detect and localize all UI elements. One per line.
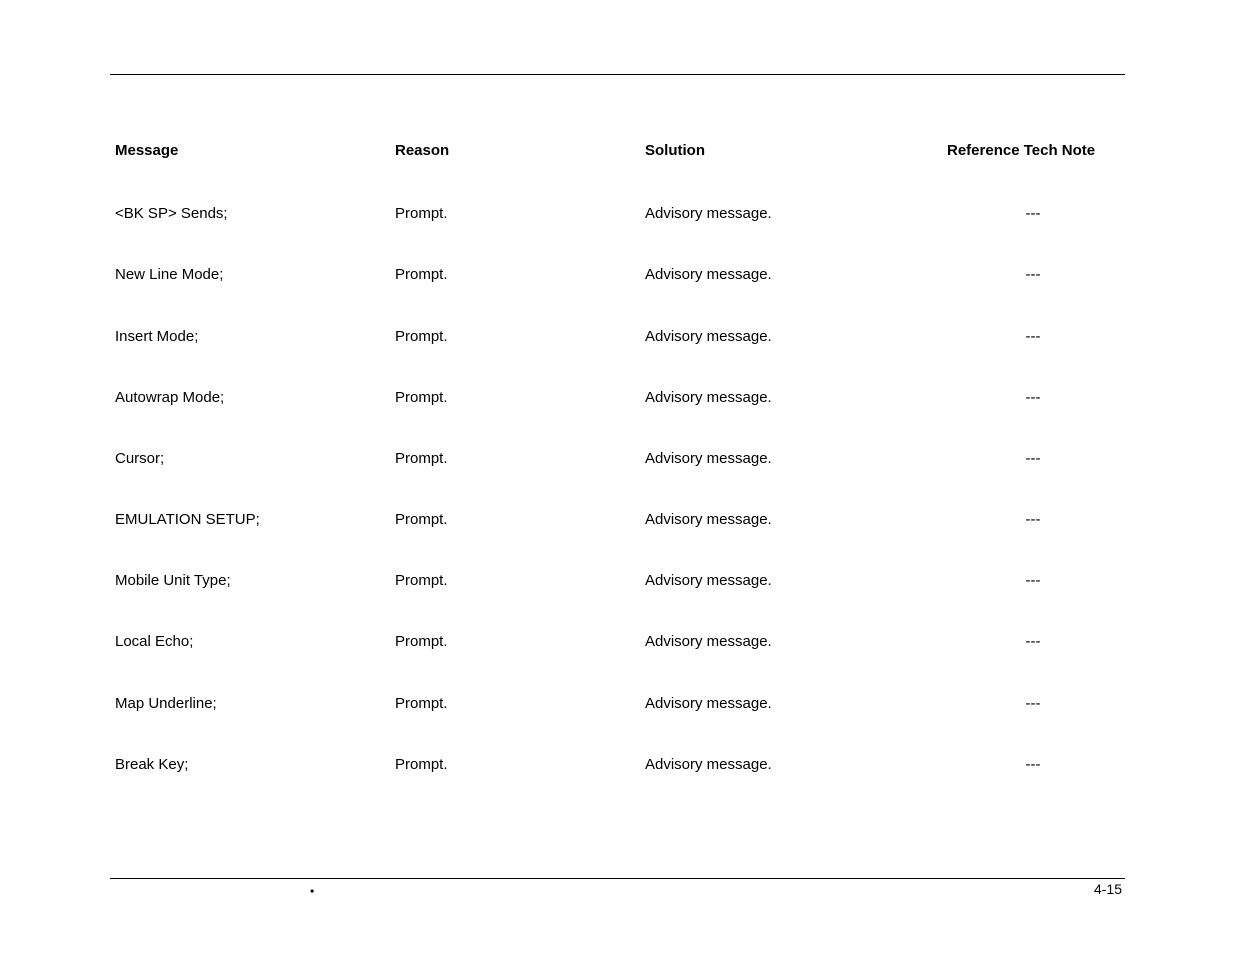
cell-message: EMULATION SETUP; xyxy=(115,511,260,528)
column-header-reference: Reference Tech Note xyxy=(947,142,1096,159)
cell-reference: --- xyxy=(1025,695,1041,712)
cell-solution: Advisory message. xyxy=(645,389,772,406)
cell-reason: Prompt. xyxy=(395,266,448,283)
cell-reason: Prompt. xyxy=(395,389,448,406)
cell-solution: Advisory message. xyxy=(645,205,772,222)
cell-solution: Advisory message. xyxy=(645,511,772,528)
footer-rule xyxy=(110,878,1125,879)
cell-reference: --- xyxy=(1025,389,1041,406)
cell-message: Cursor; xyxy=(115,450,165,467)
cell-solution: Advisory message. xyxy=(645,633,772,650)
cell-solution: Advisory message. xyxy=(645,450,772,467)
cell-message: Local Echo; xyxy=(115,633,194,650)
column-header-message: Message xyxy=(115,142,179,159)
cell-reason: Prompt. xyxy=(395,572,448,589)
cell-reference: --- xyxy=(1025,205,1041,222)
cell-solution: Advisory message. xyxy=(645,266,772,283)
cell-reference: --- xyxy=(1025,450,1041,467)
cell-message: <BK SP> Sends; xyxy=(115,205,228,222)
cell-message: New Line Mode; xyxy=(115,266,224,283)
cell-reason: Prompt. xyxy=(395,756,448,773)
cell-reason: Prompt. xyxy=(395,511,448,528)
cell-solution: Advisory message. xyxy=(645,695,772,712)
cell-reason: Prompt. xyxy=(395,450,448,467)
cell-reason: Prompt. xyxy=(395,695,448,712)
page-number: 4-15 xyxy=(1093,881,1122,897)
cell-reason: Prompt. xyxy=(395,328,448,345)
cell-reference: --- xyxy=(1025,511,1041,528)
cell-solution: Advisory message. xyxy=(645,572,772,589)
cell-message: Autowrap Mode; xyxy=(115,389,225,406)
cell-reference: --- xyxy=(1025,572,1041,589)
cell-message: Break Key; xyxy=(115,756,189,773)
column-header-reason: Reason xyxy=(395,142,450,159)
cell-solution: Advisory message. xyxy=(645,328,772,345)
cell-reference: --- xyxy=(1025,756,1041,773)
cell-message: Insert Mode; xyxy=(115,328,199,345)
cell-solution: Advisory message. xyxy=(645,756,772,773)
column-header-solution: Solution xyxy=(645,142,705,159)
cell-reason: Prompt. xyxy=(395,205,448,222)
cell-reference: --- xyxy=(1025,633,1041,650)
cell-message: Map Underline; xyxy=(115,695,217,712)
cell-message: Mobile Unit Type; xyxy=(115,572,231,589)
footer-bullet: • xyxy=(307,883,317,899)
cell-reason: Prompt. xyxy=(395,633,448,650)
cell-reference: --- xyxy=(1025,266,1041,283)
cell-reference: --- xyxy=(1025,328,1041,345)
